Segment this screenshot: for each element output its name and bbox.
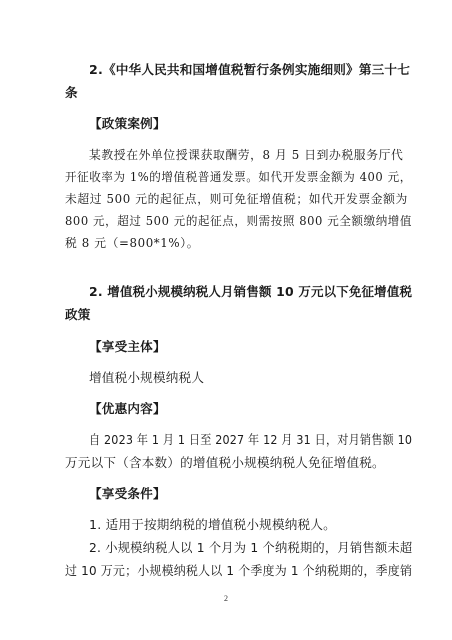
case-line-4: 800 元，超过 500 元的起征点，则需按照 800 元全额缴纳增值 [65,214,413,228]
subject-header: 【享受主体】 [89,339,166,354]
condition-1: 1. 适用于按期纳税的增值税小规模纳税人。 [89,517,336,532]
case-header: 【政策案例】 [89,116,166,131]
condition-2-line-1: 2. 小规模纳税人以 1 个月为 1 个纳税期的，月销售额未超 [89,540,413,555]
section1-title-line2: 条 [65,85,78,100]
benefit-line-1: 自 2023 年 1 月 1 日至 2027 年 12 月 31 日，对月销售额 10 [89,432,413,447]
section2-title-line1: 2. 增值税小规模纳税人月销售额 10 万元以下免征增值税 [89,284,413,299]
case-line-5: 税 8 元（=800*1%）。 [65,236,200,250]
condition-2-line-2: 过 10 万元；小规模纳税人以 1 个季度为 1 个纳税期的，季度销 [65,563,413,578]
case-line-3: 未超过 500 元的起征点，则可免征增值税；如代开发票金额为 [65,192,408,206]
section2-title-line2: 政策 [65,307,91,322]
page-number: 2 [224,594,228,603]
case-line-1: 某教授在外单位授课获取酬劳，8 月 5 日到办税服务厅代 [89,148,404,162]
benefit-line-2: 万元以下（含本数）的增值税小规模纳税人免征增值税。 [65,455,385,470]
condition-header: 【享受条件】 [89,486,166,501]
section1-title-line1: 2.《中华人民共和国增值税暂行条例实施细则》第三十七 [89,62,410,77]
subject-text: 增值税小规模纳税人 [89,370,205,385]
benefit-header: 【优惠内容】 [89,401,166,416]
case-line-2: 开征收率为 1%的增值税普通发票。如代开发票金额为 400 元， [65,170,412,184]
